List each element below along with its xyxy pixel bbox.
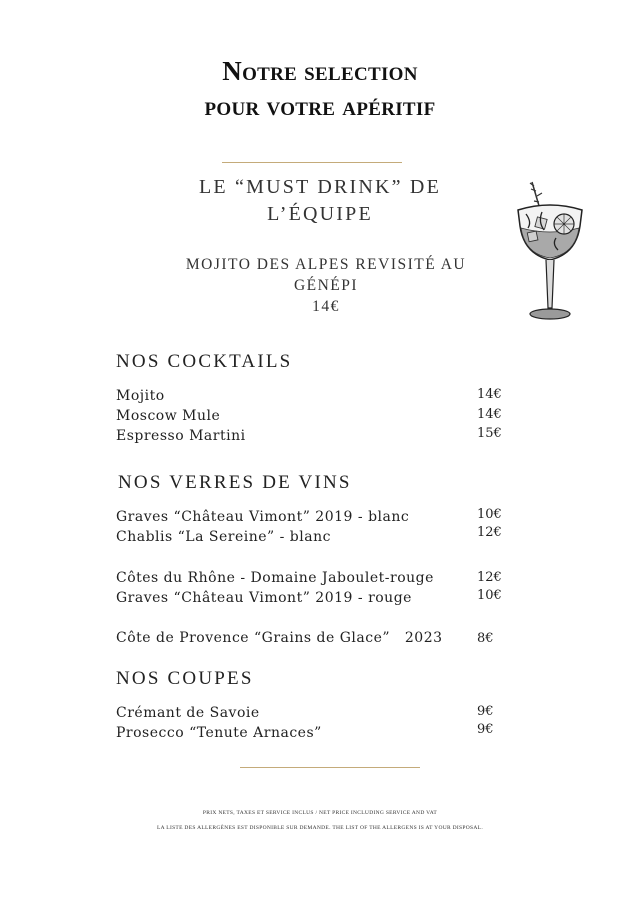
footer-price-note: PRIX NETS, TAXES ET SERVICE INCLUS / NET PRICE INCLUDING SERVICE AND VAT — [202, 810, 438, 816]
menu-item-price: 14€ — [477, 387, 502, 402]
must-drink-name-line1: MOJITO DES ALPES REVISITÉ AU — [185, 256, 467, 273]
menu-item-name: Côte de Provence “Grains de Glace” 2023 — [116, 630, 443, 646]
menu-item-price: 9€ — [477, 704, 494, 719]
menu-item-name: Prosecco “Tenute Arnaces” — [116, 725, 322, 741]
menu-item-name: Espresso Martini — [116, 428, 246, 444]
cocktail-glass-icon — [512, 178, 588, 326]
menu-item-price: 15€ — [477, 426, 502, 441]
menu-item-name: Mojito — [116, 388, 165, 404]
menu-item-price: 10€ — [477, 507, 502, 522]
must-drink-heading-line1: LE “MUST DRINK” DE — [199, 176, 441, 198]
top-divider — [222, 162, 402, 163]
menu-item-name: Moscow Mule — [116, 408, 221, 424]
must-drink-price: 14€ — [312, 298, 340, 315]
menu-item-price: 12€ — [477, 525, 502, 540]
menu-title-line1: Notre selection — [222, 56, 418, 86]
wines-section-title: NOS VERRES DE VINS — [118, 472, 352, 493]
menu-item-name: Chablis “La Sereine” - blanc — [116, 529, 331, 545]
footer-allergen-note: LA LISTE DES ALLERGÈNES EST DISPONIBLE SUR DEMANDE. THE LIST OF THE ALLERGENS IS AT YOUR DISPOSAL. — [156, 825, 483, 831]
menu-item-price: 9€ — [477, 722, 494, 737]
menu-item-name: Crémant de Savoie — [116, 705, 260, 721]
menu-item-price: 12€ — [477, 570, 502, 585]
menu-item-price: 10€ — [477, 588, 502, 603]
menu-item-name: Graves “Château Vimont” 2019 - rouge — [116, 590, 412, 606]
menu-item-price: 14€ — [477, 407, 502, 422]
cocktails-section-title: NOS COCKTAILS — [116, 351, 293, 372]
coupes-section-title: NOS COUPES — [116, 668, 254, 689]
menu-item-price: 8€ — [477, 631, 494, 646]
menu-item-name: Côtes du Rhône - Domaine Jaboulet-rouge — [116, 570, 434, 586]
bottom-divider — [240, 767, 420, 768]
must-drink-heading-line2: L’ÉQUIPE — [267, 203, 373, 225]
must-drink-name-line2: GÉNÉPI — [293, 277, 359, 294]
menu-title-line2: pour votre apéritif — [204, 91, 436, 121]
menu-item-name: Graves “Château Vimont” 2019 - blanc — [116, 509, 410, 525]
